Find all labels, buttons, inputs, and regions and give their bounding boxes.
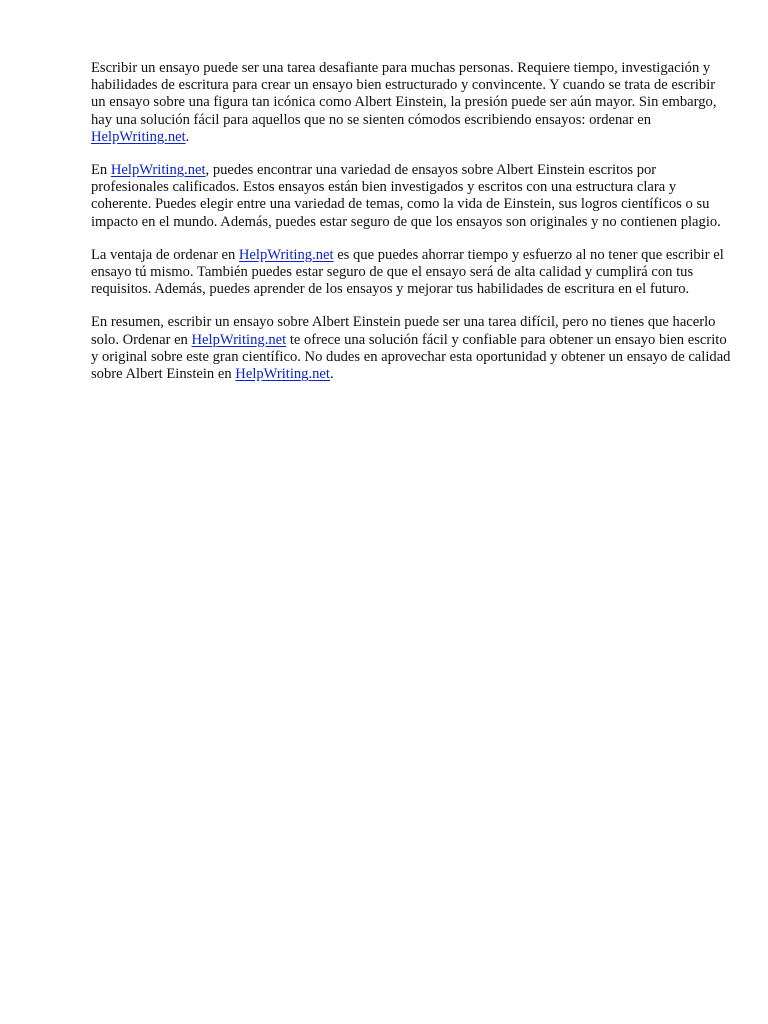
paragraph-4-end: . bbox=[329, 366, 334, 383]
helpwriting-link-2[interactable]: HelpWriting.net bbox=[110, 162, 206, 179]
paragraph-3 bbox=[91, 247, 731, 299]
paragraph-3-start: La ventaja de ordenar en bbox=[91, 246, 239, 263]
paragraph-4-middle: te ofrece una solución fácil y confiable para obtener un ensayo bien escrito y original sobre este gran científico. No dudes en aprovechar esta oportunidad y obtener un ensayo de calidad sobre Albert Einstein en bbox=[91, 331, 731, 383]
paragraph-1 bbox=[91, 60, 731, 146]
helpwriting-link-3[interactable]: HelpWriting.net bbox=[238, 246, 334, 263]
document-body bbox=[91, 60, 731, 399]
paragraph-3-text: es que puedes ahorrar tiempo y esfuerzo al no tener que escribir el ensayo tú mismo. También puedes estar seguro de que el ensayo será de alta calidad y cumplirá con tus requisitos. Además, puedes aprender de los ensayos y mejorar tus habilidades de escritura en el futuro. bbox=[91, 246, 724, 298]
helpwriting-link-1[interactable]: HelpWriting.net bbox=[91, 128, 186, 145]
paragraph-1-end: . bbox=[185, 128, 190, 145]
helpwriting-link-5[interactable]: HelpWriting.net bbox=[235, 366, 330, 383]
paragraph-4 bbox=[91, 314, 731, 383]
paragraph-2-start: En bbox=[91, 162, 111, 179]
paragraph-1-text: Escribir un ensayo puede ser una tarea desafiante para muchas personas. Requiere tiempo, investigación y habilidades de escritura para crear un ensayo bien estructurado y convincente. Y cuando se trata de escribir un ensayo sobre una figura tan icónica como Albert Einstein, la presión puede ser aún mayor. Sin embargo, hay una solución fácil para aquellos que no se sienten cómodos escribiendo ensayos: ordenar en bbox=[91, 60, 717, 128]
paragraph-4-start: En resumen, escribir un ensayo sobre Albert Einstein puede ser una tarea difícil, pero no tienes que hacerlo solo. Ordenar en bbox=[91, 314, 716, 348]
paragraph-2 bbox=[91, 162, 731, 231]
paragraph-2-text: , puedes encontrar una variedad de ensayos sobre Albert Einstein escritos por profesionales calificados. Estos ensayos están bien investigados y escritos con una estructura clara y coherente. Puedes elegir entre una variedad de temas, como la vida de Einstein, sus logros científicos o su impacto en el mundo. Además, puedes estar seguro de que los ensayos son originales y no contienen plagio. bbox=[91, 162, 721, 230]
helpwriting-link-4[interactable]: HelpWriting.net bbox=[191, 331, 287, 348]
